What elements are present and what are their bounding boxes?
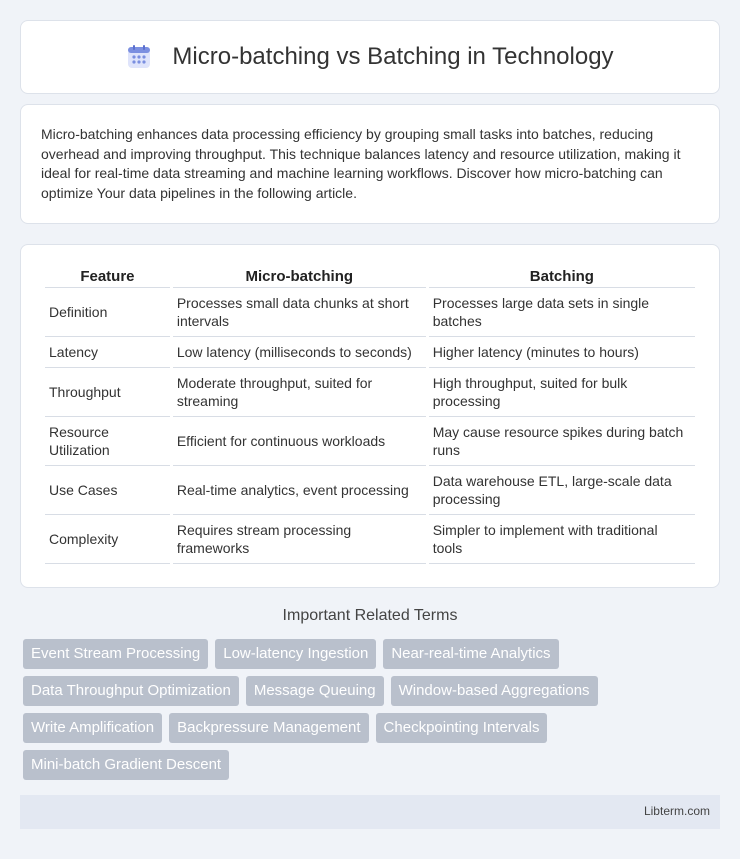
- row-feature: Latency: [45, 337, 170, 368]
- related-term-tag[interactable]: Data Throughput Optimization: [23, 676, 239, 706]
- comparison-table: [42, 265, 698, 564]
- related-term-tag[interactable]: Low-latency Ingestion: [215, 639, 376, 669]
- calendar-grid-icon: [126, 44, 152, 70]
- table-row: [45, 466, 695, 515]
- row-feature: Throughput: [45, 368, 170, 417]
- related-terms-heading: Important Related Terms: [282, 607, 458, 624]
- related-term-tag[interactable]: Backpressure Management: [169, 713, 368, 743]
- related-term-tag[interactable]: Write Amplification: [23, 713, 162, 743]
- row-batching: Higher latency (minutes to hours): [429, 337, 695, 368]
- row-micro-batching: Low latency (milliseconds to seconds): [173, 337, 426, 368]
- row-batching: Data warehouse ETL, large-scale data processing: [429, 466, 695, 515]
- comparison-table-card: [20, 244, 720, 588]
- related-terms-list: [20, 639, 720, 780]
- title-card: [20, 20, 720, 94]
- related-term-tag[interactable]: Message Queuing: [246, 676, 384, 706]
- table-row: [45, 417, 695, 466]
- footer-site-link[interactable]: Libterm.com: [643, 804, 710, 818]
- related-term-tag[interactable]: Mini-batch Gradient Descent: [23, 750, 229, 780]
- row-feature: Definition: [45, 288, 170, 337]
- row-feature: Complexity: [45, 515, 170, 564]
- table-row: [45, 368, 695, 417]
- table-row: [45, 515, 695, 564]
- related-term-tag[interactable]: Window-based Aggregations: [391, 676, 598, 706]
- table-row: [45, 337, 695, 368]
- related-term-tag[interactable]: Near-real-time Analytics: [383, 639, 558, 669]
- row-batching: Processes large data sets in single batches: [429, 288, 695, 337]
- row-micro-batching: Processes small data chunks at short intervals: [173, 288, 426, 337]
- header-micro-batching: Micro-batching: [173, 265, 426, 288]
- row-batching: High throughput, suited for bulk processing: [429, 368, 695, 417]
- row-batching: May cause resource spikes during batch runs: [429, 417, 695, 466]
- row-feature: Resource Utilization: [45, 417, 170, 466]
- page-title: Micro-batching vs Batching in Technology: [172, 43, 614, 70]
- intro-paragraph: Micro-batching enhances data processing efficiency by grouping small tasks into batches, reducing overhead and improving throughput. This technique balances latency and resource utilization, making it ideal for real-time data streaming and machine learning workflows. Discover how micro-batching can optimize Your data pipelines in the following article.: [41, 126, 681, 201]
- related-terms-section: [20, 607, 720, 780]
- intro-card: [20, 104, 720, 224]
- row-micro-batching: Moderate throughput, suited for streaming: [173, 368, 426, 417]
- header-feature: Feature: [45, 265, 170, 288]
- row-batching: Simpler to implement with traditional tools: [429, 515, 695, 564]
- table-header-row: [45, 265, 695, 288]
- header-batching: Batching: [429, 265, 695, 288]
- table-row: [45, 288, 695, 337]
- footer: [20, 795, 720, 829]
- related-term-tag[interactable]: Event Stream Processing: [23, 639, 208, 669]
- row-micro-batching: Requires stream processing frameworks: [173, 515, 426, 564]
- row-micro-batching: Real-time analytics, event processing: [173, 466, 426, 515]
- row-feature: Use Cases: [45, 466, 170, 515]
- related-term-tag[interactable]: Checkpointing Intervals: [376, 713, 548, 743]
- row-micro-batching: Efficient for continuous workloads: [173, 417, 426, 466]
